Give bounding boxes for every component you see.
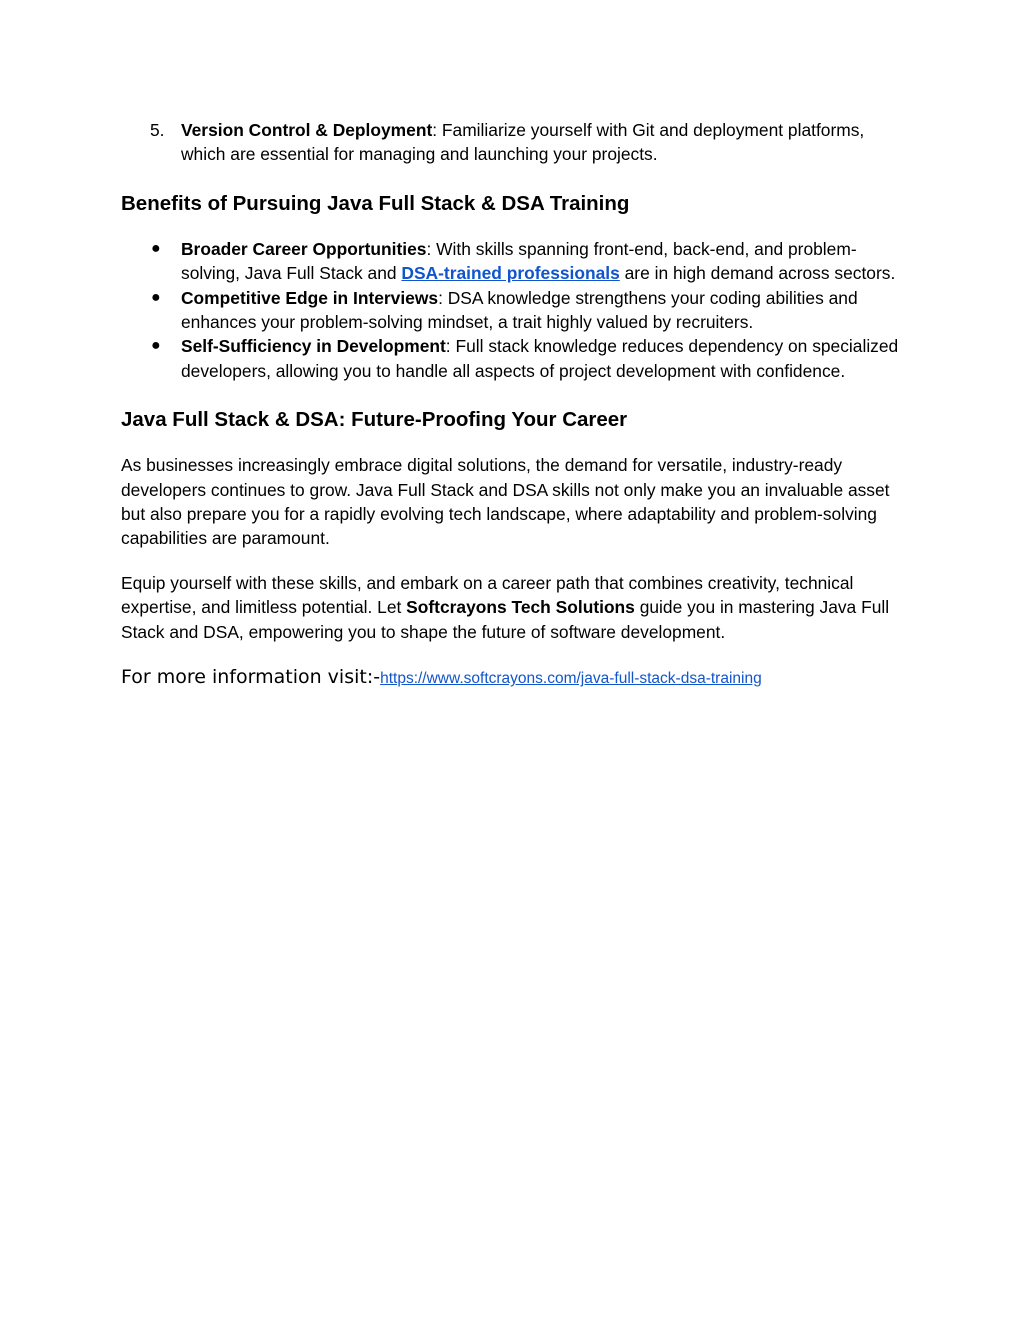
paragraph-text: Equip yourself with these skills, and embark on a career path that combines creativity, technical expertise, and limitless potential. Let: [121, 572, 854, 618]
item-text: : Familiarize yourself with Git and deployment platforms, which are essential for managing and launching your projects.: [181, 120, 865, 165]
item-text: : DSA knowledge strengthens your coding abilities and enhances your problem-solving mindset, a trait highly valued by recruiters.: [181, 287, 858, 333]
more-info-line: [121, 664, 911, 692]
item-title: Self-Sufficiency in Development: [181, 336, 446, 357]
item-text: : Full stack knowledge reduces dependency on specialized developers, allowing you to handle all aspects of project development with confidence.: [181, 336, 899, 381]
company-name: Softcrayons Tech Solutions: [406, 597, 635, 618]
future-heading: Java Full Stack & DSA: Future-Proofing Your Career: [121, 408, 628, 432]
benefits-list: [121, 237, 911, 383]
more-info-label: For more information visit:-: [121, 666, 381, 689]
item-title: Competitive Edge in Interviews: [181, 287, 439, 308]
item-text: : With skills spanning front-end, back-end, and problem-solving, Java Full Stack and: [181, 238, 857, 284]
bullet-icon: ●: [151, 288, 161, 306]
closing-paragraph: [121, 571, 911, 644]
item-title: Version Control & Deployment: [181, 120, 433, 140]
future-paragraph: As businesses increasingly embrace digital solutions, the demand for versatile, industry-ready developers continues to grow. Java Full Stack and DSA skills not only make you an invaluable asset but also prepare you for a rapidly evolving tech landscape, where adaptability and problem-solving capabilities are paramount.: [121, 455, 890, 549]
list-number: 5.: [150, 120, 165, 140]
item-title: Broader Career Opportunities: [181, 238, 427, 259]
document-page: [121, 118, 911, 692]
bullet-icon: ●: [151, 239, 161, 257]
dsa-professionals-link[interactable]: DSA-trained professionals: [401, 263, 620, 284]
paragraph-text-after: guide you in mastering Java Full Stack and DSA, empowering you to shape the future of software development.: [121, 597, 890, 642]
list-item: [121, 237, 911, 286]
list-item: [121, 286, 911, 335]
list-item: [121, 334, 911, 383]
benefits-heading: Benefits of Pursuing Java Full Stack & DSA Training: [121, 191, 630, 215]
bullet-icon: ●: [151, 337, 161, 355]
numbered-item-version-control: [121, 118, 911, 167]
item-text-after: are in high demand across sectors.: [619, 263, 896, 284]
softcrayons-url-link[interactable]: https://www.softcrayons.com/java-full-stack-dsa-training: [380, 670, 762, 688]
